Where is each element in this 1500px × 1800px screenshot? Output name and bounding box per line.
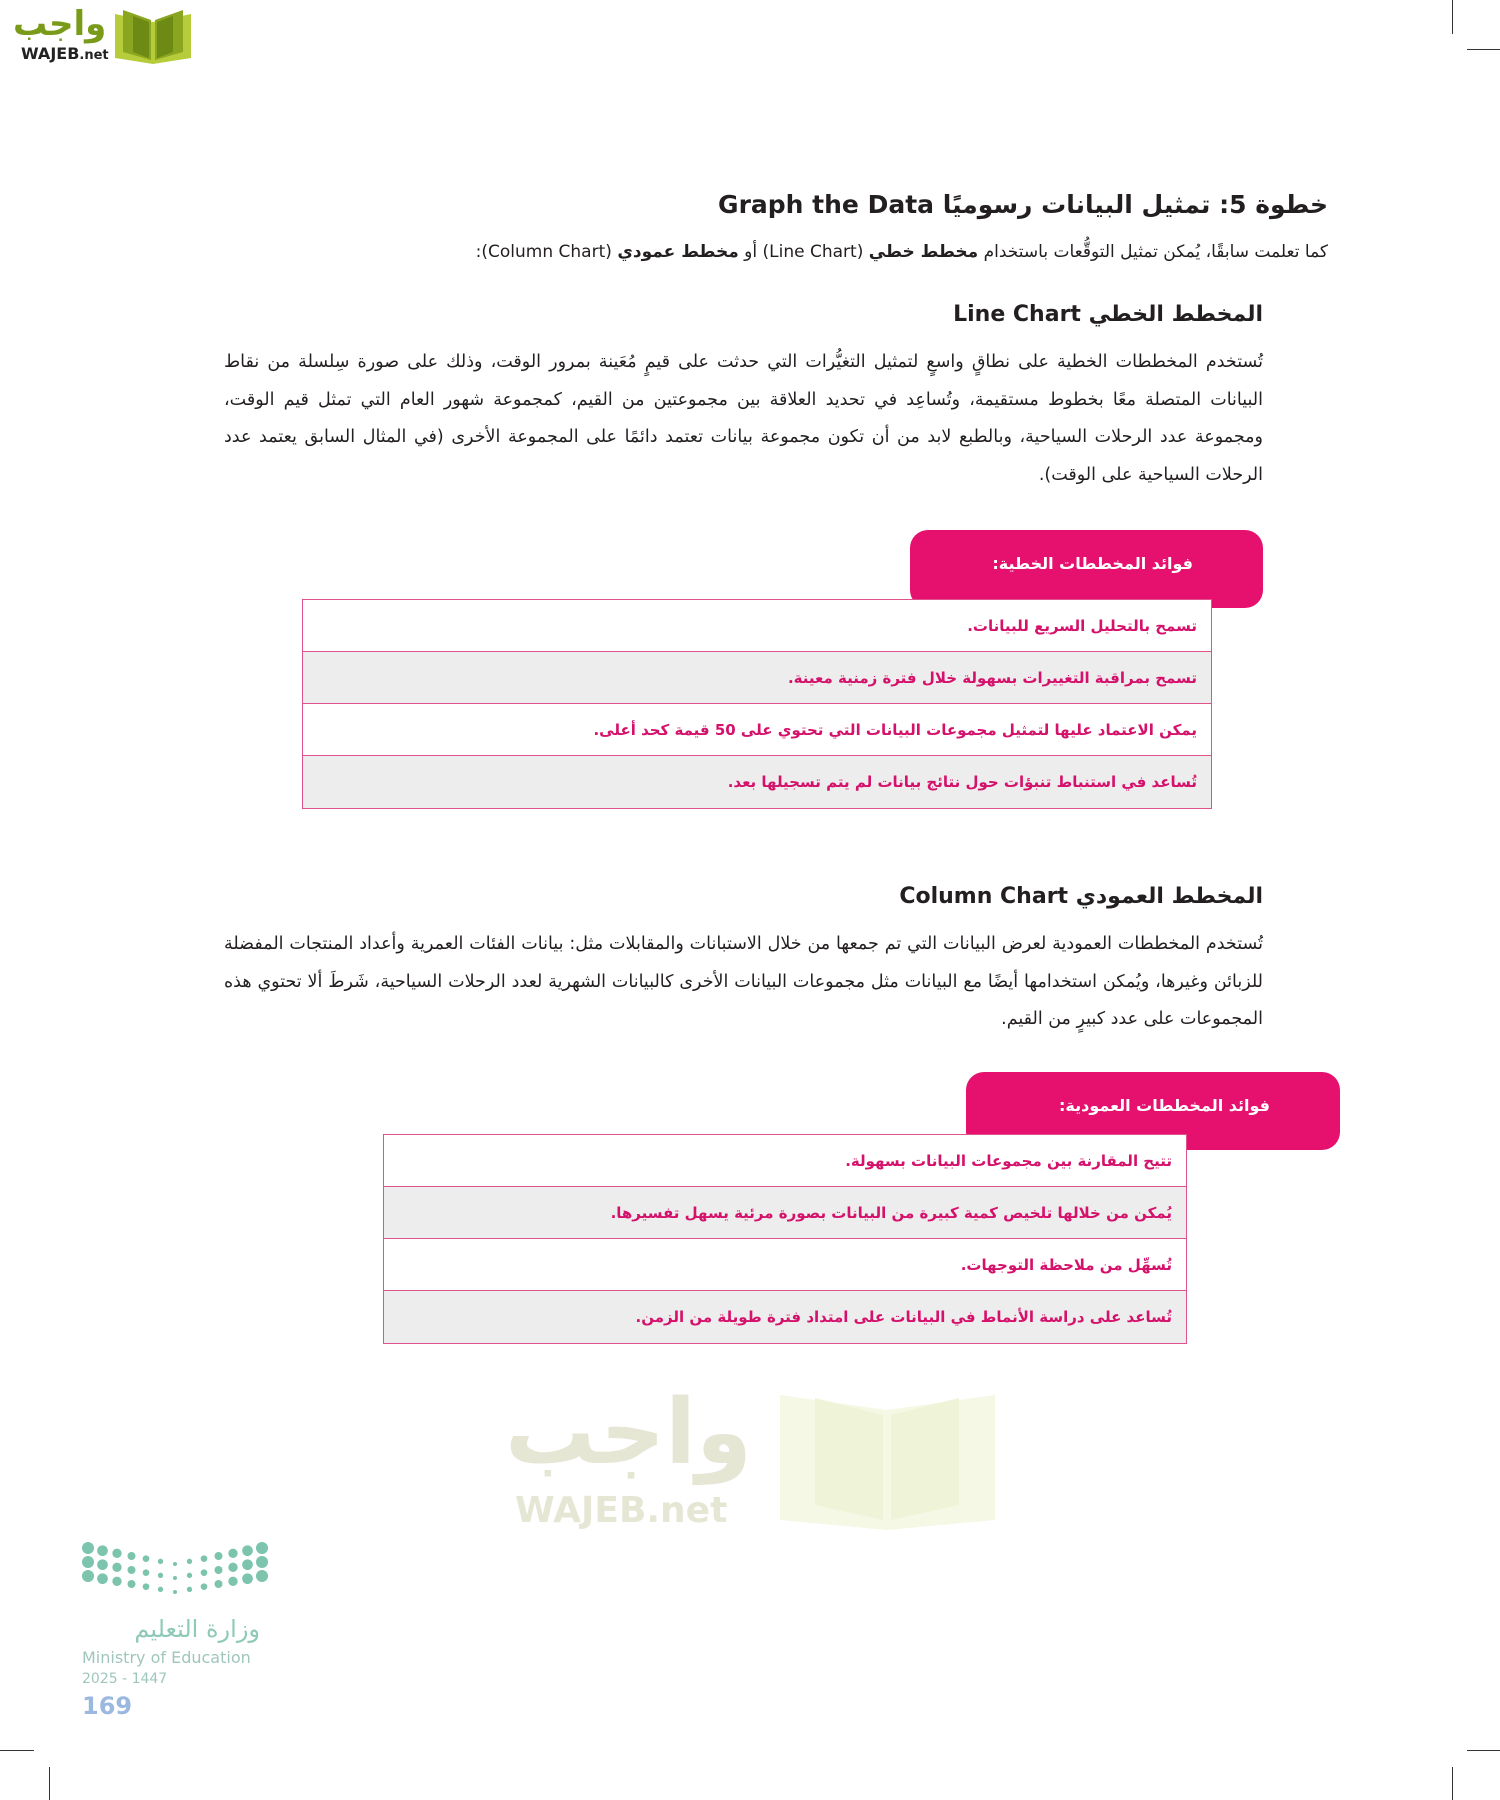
logo-dot [228, 1563, 237, 1572]
logo-dot [158, 1559, 163, 1564]
book-icon [109, 8, 197, 66]
logo-arabic-text: واجب [13, 4, 107, 44]
logo-dot [158, 1573, 163, 1578]
logo-dot [112, 1577, 121, 1586]
ministry-name-ar: وزارة التعليم [134, 1615, 260, 1643]
logo-dot [97, 1573, 108, 1584]
logo-dot [187, 1559, 192, 1564]
logo-dot [201, 1555, 208, 1562]
ministry-logo [80, 1540, 270, 1724]
column-chart-heading: المخطط العمودي Column Chart [899, 884, 1263, 909]
line-chart-paragraph: تُستخدم المخططات الخطية على نطاقٍ واسعٍ لتمثيل التغيُّرات التي حدثت على قيمٍ مُعَينة بمرور الوقت، وذلك على صورة سِلسلة من نقاط البيانات المتصلة معًا بخطوط مستقيمة، وتُساعِد في تحديد العلاقة بين مجموعتين من القيم، كمجموعة شهور العام التي تمثل قيم الوقت، ومجموعة عدد الرحلات السياحية، وبالطبع لابد من أن تكون مجموعة بيانات تعتمد دائمًا على المجموعة الأخرى (في المثال السابق يعتمد عدد الرحلات السياحية على الوقت). [224, 352, 1263, 485]
ministry-dots-icon [80, 1540, 270, 1610]
crop-mark [1467, 1750, 1500, 1751]
line-benefits-table [302, 599, 1212, 809]
logo-dot [201, 1583, 208, 1590]
logo-dot [112, 1563, 121, 1572]
watermark-latin: WAJEB.net [515, 1490, 728, 1531]
benefit-row: يُمكن من خلالها تلخيص كمية كبيرة من البيانات بصورة مرئية يسهل تفسيرها. [384, 1187, 1186, 1239]
logo-dot [82, 1542, 94, 1554]
logo-dot [187, 1573, 192, 1578]
year-label: 2025 - 1447 [82, 1671, 168, 1687]
wajeb-watermark [505, 1380, 1000, 1531]
logo-dot [128, 1580, 136, 1588]
watermark-arabic: واجب [505, 1380, 752, 1485]
crop-mark [1452, 0, 1453, 34]
book-icon [775, 1390, 1000, 1530]
benefit-row: تتيح المقارنة بين مجموعات البيانات بسهولة. [384, 1135, 1186, 1187]
benefit-row: يمكن الاعتماد عليها لتمثيل مجموعات البيانات التي تحتوي على 50 قيمة كحد أعلى. [303, 704, 1211, 756]
logo-dot [112, 1549, 121, 1558]
crop-mark [1452, 1767, 1453, 1800]
logo-dot [173, 1576, 177, 1580]
ministry-name-en: Ministry of Education [82, 1648, 251, 1667]
logo-dot [128, 1552, 136, 1560]
page-title: خطوة 5: تمثيل البيانات رسوميًا Graph the Data [718, 190, 1328, 219]
logo-dot [173, 1562, 177, 1566]
crop-mark [1467, 49, 1500, 50]
logo-dot [256, 1570, 268, 1582]
logo-latin-text: WAJEB.net [21, 44, 109, 63]
logo-dot [82, 1570, 94, 1582]
logo-dot [187, 1587, 192, 1592]
logo-dot [228, 1577, 237, 1586]
line-chart-heading: المخطط الخطي Line Chart [953, 302, 1263, 327]
logo-dot [143, 1569, 150, 1576]
logo-dot [143, 1583, 150, 1590]
benefit-row: تُسهِّل من ملاحظة التوجهات. [384, 1239, 1186, 1291]
logo-dot [228, 1549, 237, 1558]
logo-dot [173, 1590, 177, 1594]
logo-dot [82, 1556, 94, 1568]
benefit-row: تسمح بمراقبة التغييرات بسهولة خلال فترة زمنية معينة. [303, 652, 1211, 704]
benefit-row: تسمح بالتحليل السريع للبيانات. [303, 600, 1211, 652]
page-number: 169 [82, 1692, 133, 1720]
line-benefits-tab: فوائد المخططات الخطية: [910, 530, 1263, 608]
logo-dot [215, 1566, 223, 1574]
logo-dot [242, 1559, 253, 1570]
logo-dot [128, 1566, 136, 1574]
benefit-row: تُساعد على دراسة الأنماط في البيانات على امتداد فترة طويلة من الزمن. [384, 1291, 1186, 1343]
column-chart-paragraph: تُستخدم المخططات العمودية لعرض البيانات التي تم جمعها من خلال الاستبانات والمقابلات مثل: بيانات الفئات العمرية وأعداد المنتجات المفضلة للزبائن وغيرها، ويُمكن استخدامها أيضًا مع البيانات مثل مجموعات البيانات الأخرى كالبيانات الشهرية لعدد الرحلات السياحية، شَرطَ ألا تحتوي هذه المجموعات على عدد كبيرٍ من القيم. [224, 934, 1263, 1029]
logo-dot [242, 1573, 253, 1584]
logo-dot [158, 1587, 163, 1592]
wajeb-logo[interactable] [9, 6, 194, 66]
crop-mark [0, 1750, 34, 1751]
intro-text: كما تعلمت سابقًا، يُمكن تمثيل التوقُّعات باستخدام مخطط خطي (Line Chart) أو مخطط عمودي (Column Chart): [475, 242, 1328, 262]
logo-dot [143, 1555, 150, 1562]
crop-mark [49, 1767, 50, 1800]
logo-dot [256, 1542, 268, 1554]
logo-dot [256, 1556, 268, 1568]
logo-dot [97, 1559, 108, 1570]
benefit-row: تُساعد في استنباط تنبؤات حول نتائج بيانات لم يتم تسجيلها بعد. [303, 756, 1211, 808]
column-benefits-table [383, 1134, 1187, 1344]
logo-dot [201, 1569, 208, 1576]
logo-dot [242, 1545, 253, 1556]
logo-dot [215, 1552, 223, 1560]
logo-dot [97, 1545, 108, 1556]
column-benefits-tab: فوائد المخططات العمودية: [966, 1072, 1340, 1150]
logo-dot [215, 1580, 223, 1588]
